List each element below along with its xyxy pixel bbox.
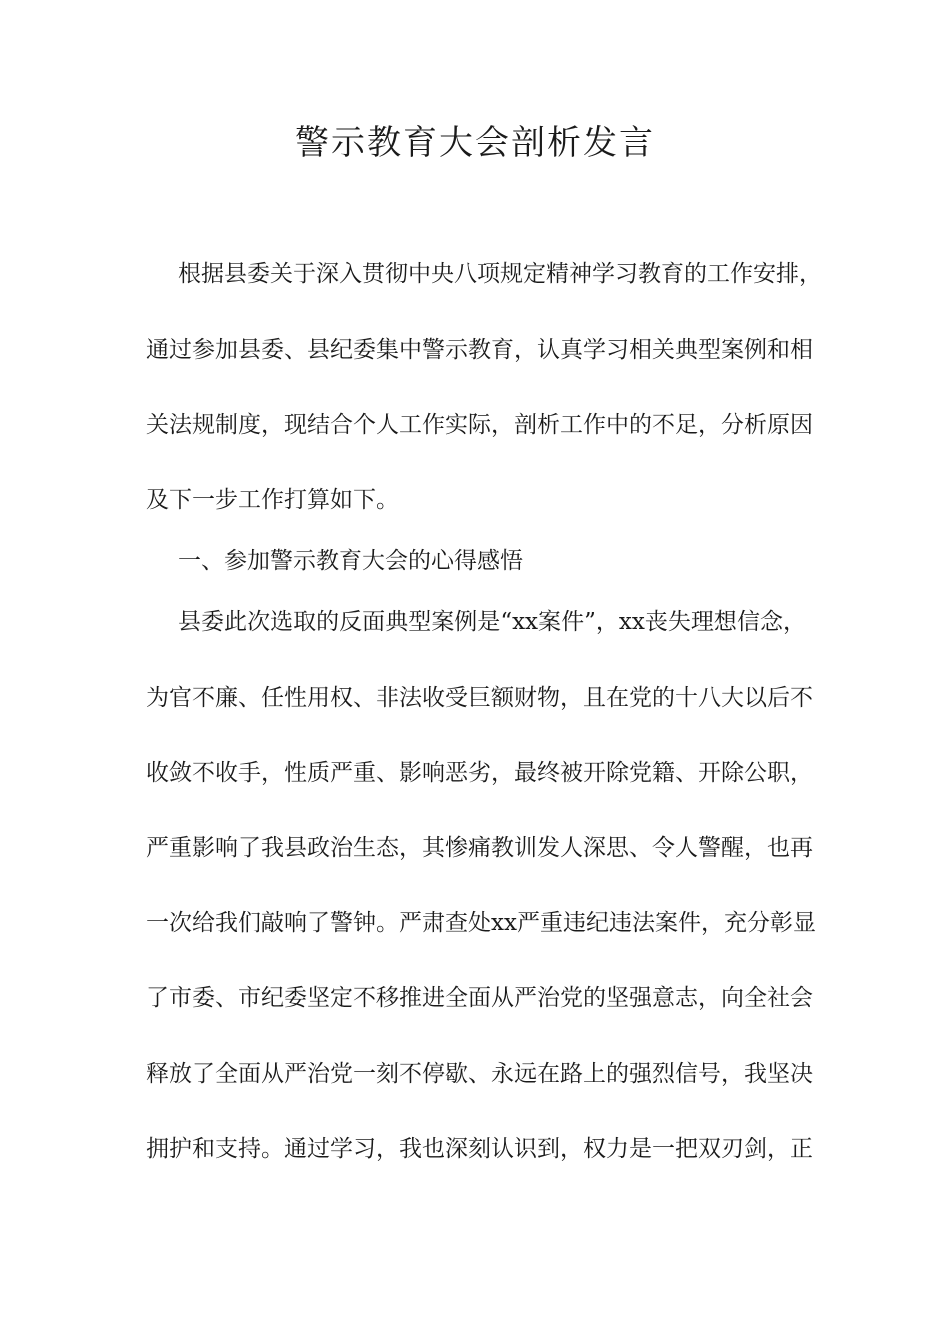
paragraph-line: 根据县委关于深入贯彻中央八项规定精神学习教育的工作安排， bbox=[178, 261, 822, 287]
paragraph-line: 为官不廉、任性用权、非法收受巨额财物，且在党的十八大以后不 bbox=[146, 685, 813, 711]
paragraph-line: 释放了全面从严治党一刻不停歇、永远在路上的强烈信号，我坚决 bbox=[146, 1061, 813, 1087]
paragraph-line: 县委此次选取的反面典型案例是“xx案件”，xx丧失理想信念， bbox=[178, 609, 806, 635]
paragraph-line: 一次给我们敲响了警钟。严肃查处xx严重违纪违法案件，充分彰显 bbox=[146, 910, 816, 936]
paragraph-line: 严重影响了我县政治生态，其惨痛教训发人深思、令人警醒，也再 bbox=[146, 835, 813, 861]
document-title: 警示教育大会剖析发言 bbox=[295, 123, 655, 163]
paragraph-line: 拥护和支持。通过学习，我也深刻认识到，权力是一把双刃剑，正 bbox=[146, 1136, 813, 1162]
paragraph-line: 关法规制度，现结合个人工作实际，剖析工作中的不足，分析原因 bbox=[146, 412, 813, 438]
paragraph-line: 收敛不收手，性质严重、影响恶劣，最终被开除党籍、开除公职， bbox=[146, 760, 813, 786]
section-heading: 一、参加警示教育大会的心得感悟 bbox=[178, 548, 523, 574]
paragraph-line: 了市委、市纪委坚定不移推进全面从严治党的坚强意志，向全社会 bbox=[146, 985, 813, 1011]
paragraph-line: 通过参加县委、县纪委集中警示教育，认真学习相关典型案例和相 bbox=[146, 337, 813, 363]
paragraph-line: 及下一步工作打算如下。 bbox=[146, 487, 399, 513]
